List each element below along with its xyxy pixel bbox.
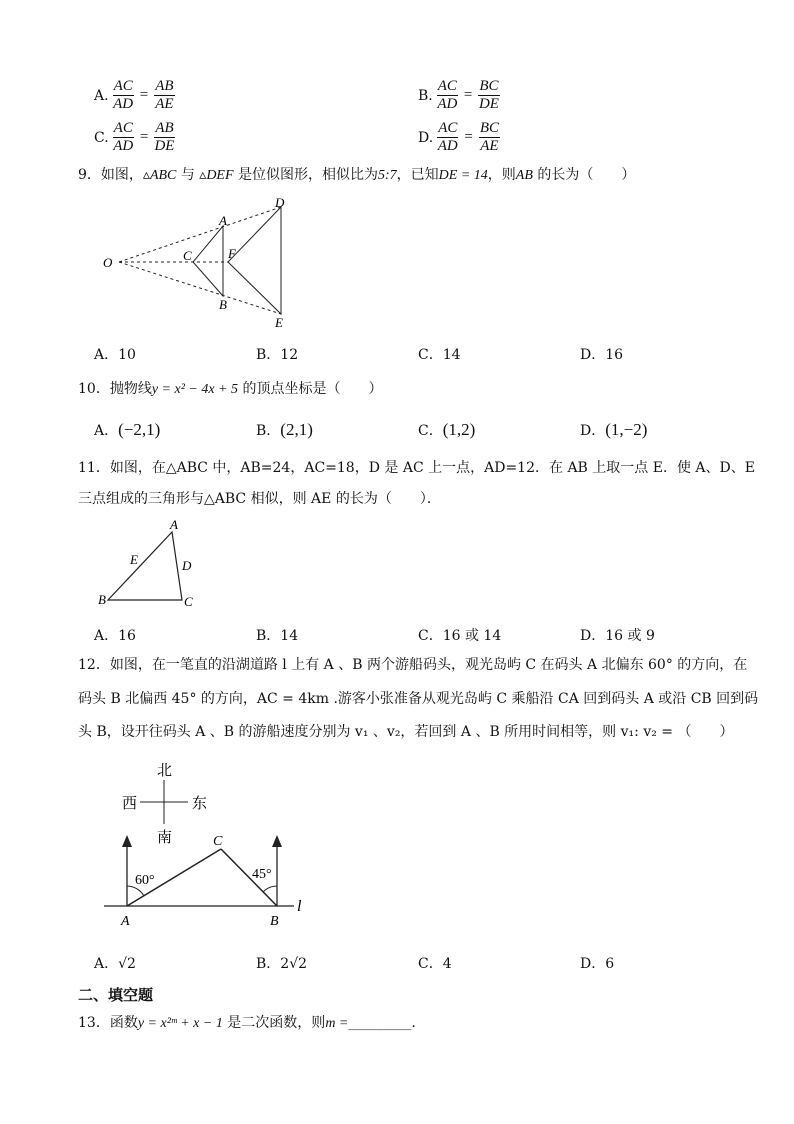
q11-figure: [92, 516, 212, 616]
q10-option-c[interactable]: C．(1,2): [418, 420, 476, 439]
label-e: E: [275, 315, 283, 330]
q12-option-a[interactable]: A．√2: [94, 956, 136, 972]
option-letter: D.: [418, 129, 434, 146]
angle-label-b: 45°: [252, 867, 272, 882]
fraction-right: $\frac{BC}{AE}$: [479, 120, 499, 154]
compass-west: 西: [122, 796, 138, 812]
q10-option-d[interactable]: D．(1,−2): [580, 420, 648, 439]
fraction-left: $\frac{AC}{AD}$: [113, 120, 134, 154]
q10-option-a[interactable]: A．(−2,1): [94, 420, 161, 439]
q9-stem: 9．如图，▵ABC 与 ▵DEF 是位似图形，相似比为5:7，已知DE = 14，则AB 的长为（ ）: [78, 167, 636, 183]
q12-option-d[interactable]: D．6: [580, 956, 615, 972]
label-l: l: [297, 898, 302, 915]
q11-option-d[interactable]: D．16 或 9: [580, 628, 655, 644]
label-b: B: [219, 297, 227, 312]
q12-stem-line3: 头 B，设开往码头 A 、B 的游船速度分别为 v₁ 、v₂，若回到 A 、B 所用时间相等，则 v₁: v₂ = （ ）: [78, 724, 734, 740]
q12-figure: [100, 755, 330, 930]
q9-option-a[interactable]: A．10: [94, 347, 136, 363]
q9-option-b[interactable]: B．12: [256, 347, 299, 363]
label-b: B: [270, 914, 279, 929]
section-title: 二、填空题: [78, 986, 154, 1004]
fraction-left: $\frac{AC}{AD}$: [113, 78, 134, 112]
label-a: A: [219, 213, 227, 228]
q9-option-d[interactable]: D．16: [580, 347, 624, 363]
arrowhead-icon: [122, 835, 132, 847]
q12-option-b[interactable]: B．2√2: [256, 956, 308, 972]
q12-option-c[interactable]: C．4: [418, 956, 452, 972]
q11-option-a[interactable]: A．16: [94, 628, 136, 644]
fraction-right: $\frac{BC}{DE}$: [478, 78, 499, 112]
q9-figure: [95, 195, 315, 335]
label-a: A: [121, 914, 130, 929]
q9-option-c[interactable]: C．14: [418, 347, 461, 363]
answer-blank[interactable]: _________.: [348, 1015, 416, 1031]
q11-option-c[interactable]: C．16 或 14: [418, 628, 502, 644]
q8-option-c[interactable]: C. $\frac{AC}{AD}$ = $\frac{AB}{DE}$: [94, 120, 175, 154]
angle-arc-b: [263, 886, 277, 892]
label-b: B: [98, 592, 106, 607]
angle-label-a: 60°: [135, 873, 155, 888]
q10-stem: 10．抛物线y = x² − 4x + 5 的顶点坐标是（ ）: [78, 381, 383, 397]
triangle-abc: [108, 532, 182, 600]
compass-east: 东: [192, 796, 208, 812]
label-f: F: [228, 246, 236, 261]
q8-option-b[interactable]: B. $\frac{AC}{AD}$ = $\frac{BC}{DE}$: [418, 78, 499, 112]
option-letter: A.: [94, 87, 109, 104]
q10-option-b[interactable]: B．(2,1): [256, 420, 313, 439]
q11-stem-line1: 11．如图，在△ABC 中，AB=24，AC=18，D 是 AC 上一点，AD=12．在 AB 上取一点 E．使 A、D、E: [78, 460, 755, 476]
q11-option-b[interactable]: B．14: [256, 628, 299, 644]
fraction-left: $\frac{AC}{AD}$: [437, 78, 458, 112]
compass-south: 南: [157, 830, 173, 846]
q12-stem-line1: 12．如图，在一笔直的沿湖道路 l 上有 A 、B 两个游船码头，观光岛屿 C 在码头 A 北偏东 60° 的方向，在: [78, 657, 748, 673]
fraction-right: $\frac{AB}{DE}$: [154, 120, 175, 154]
triangle-abc: [193, 226, 223, 296]
label-a: A: [170, 517, 178, 532]
compass-north: 北: [157, 763, 173, 779]
label-e: E: [130, 552, 138, 567]
label-c: C: [213, 834, 223, 849]
label-d: D: [275, 195, 285, 210]
q12-stem-line2: 码头 B 北偏西 45° 的方向，AC = 4km .游客小张准备从观光岛屿 C 乘船沿 CA 回到码头 A 或沿 CB 回到码: [78, 691, 759, 707]
label-c: C: [184, 594, 193, 609]
label-d: D: [182, 558, 192, 573]
fraction-left: $\frac{AC}{AD}$: [437, 120, 458, 154]
q13-stem: 13．函数y = x²ᵐ + x − 1 是二次函数，则m =_________.: [78, 1015, 416, 1031]
q8-option-a[interactable]: A. $\frac{AC}{AD}$ = $\frac{AB}{AE}$: [94, 78, 174, 112]
fraction-right: $\frac{AB}{AE}$: [155, 78, 174, 112]
option-letter: B.: [418, 87, 433, 104]
q8-option-d[interactable]: D. $\frac{AC}{AD}$ = $\frac{BC}{AE}$: [418, 120, 499, 154]
option-letter: C.: [94, 129, 109, 146]
q11-stem-line2: 三点组成的三角形与△ABC 相似，则 AE 的长为（ ）．: [78, 491, 441, 507]
arrowhead-icon: [272, 835, 282, 847]
label-c: C: [183, 248, 192, 263]
label-o: O: [103, 255, 113, 270]
